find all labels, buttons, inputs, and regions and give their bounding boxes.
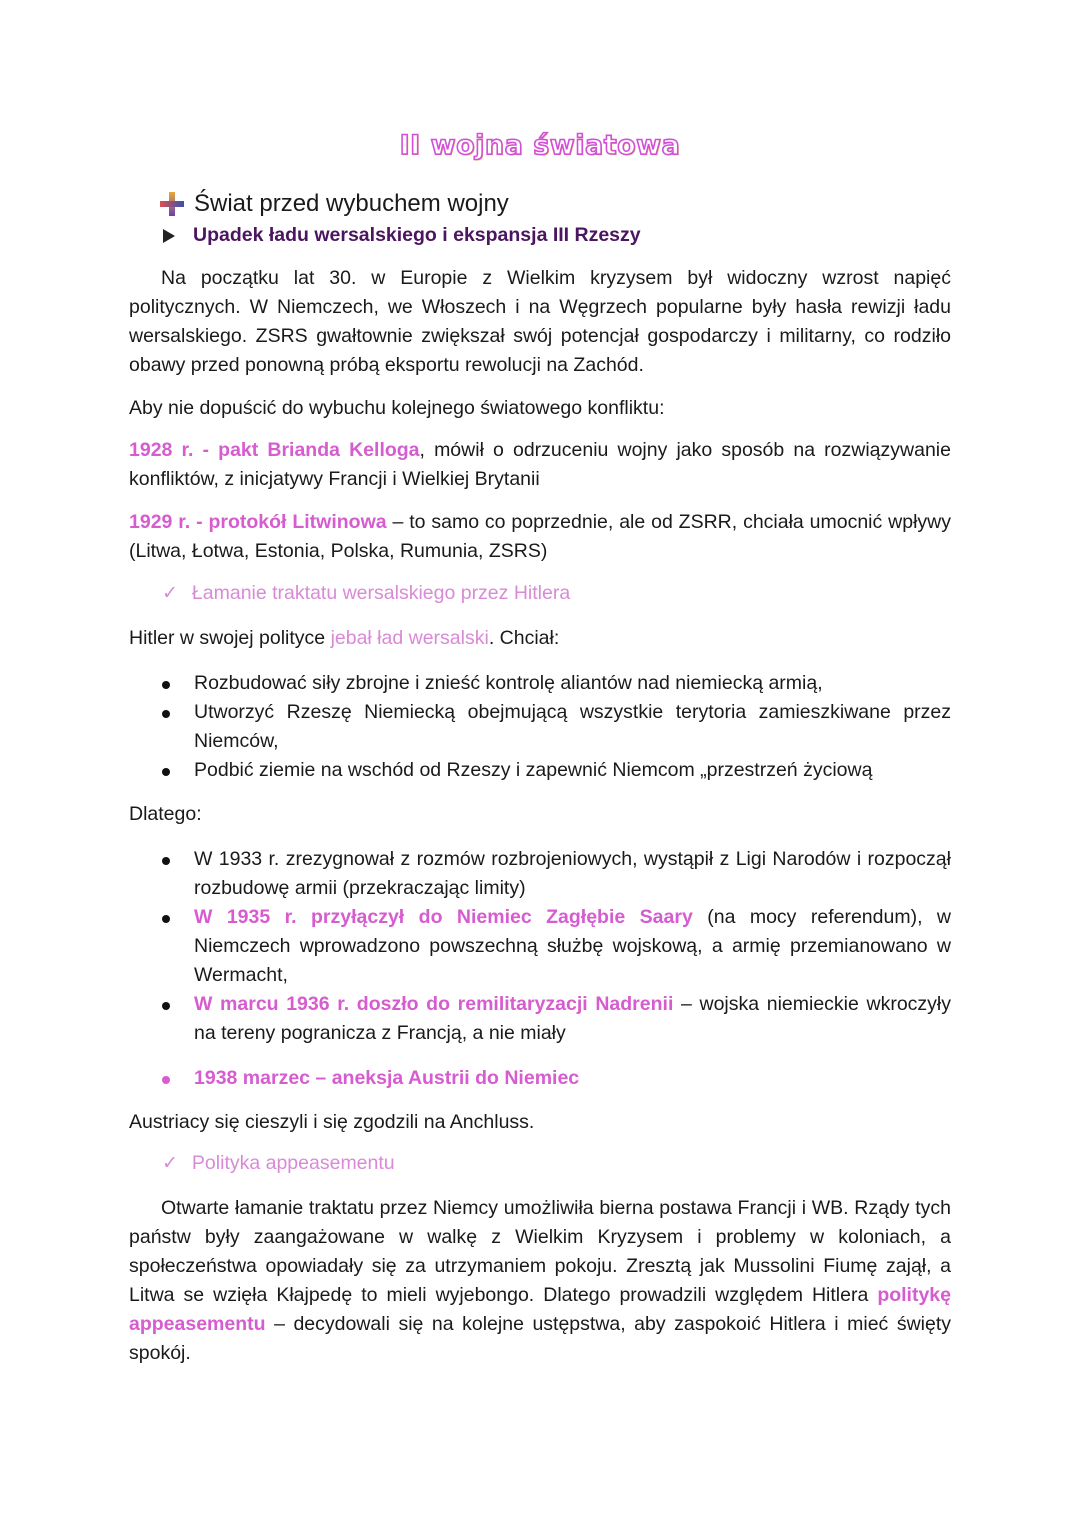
list-item (160, 698, 951, 756)
arrow-bullet-icon (163, 229, 175, 243)
actions-list (160, 845, 951, 1048)
paragraph-prevention: Aby nie dopuścić do wybuchu kolejnego światowego konfliktu: (129, 397, 665, 419)
checkmark-icon: ✓ (162, 1153, 178, 1174)
section-heading (160, 190, 509, 218)
check-heading-versailles-text: Łamanie traktatu wersalskiego przez Hitlera (191, 582, 571, 604)
list-item (160, 903, 951, 990)
kellogg-text: , mówił o odrzuceniu wojny jako sposób na rozwiązywanie konfliktów, z inicjatywy Francji i Wielkiej Brytanii (129, 439, 951, 490)
paragraph-kellogg (129, 436, 951, 494)
list-item (160, 1064, 951, 1093)
appeasement-highlight: politykę appeasementu (129, 1284, 951, 1335)
paragraph-intro: Na początku lat 30. w Europie z Wielkim kryzysem był widoczny wzrost napięć politycznych. W Niemczech, we Włoszech i na Węgrzech popularne były hasła rewizji ładu wersalskiego. ZSRS gwałtownie zwiększał swój potencjał gospodarczy i militarny, co rodziło obawy przed ponowną próbą eksportu rewolucji na Zachód. (129, 267, 951, 376)
litwinow-text: – to samo co poprzednie, ale od ZSRR, chciała umocnić wpływy (Litwa, Łotwa, Estonia, Polska, Rumunia, ZSRS) (129, 511, 951, 562)
hitler-text-b: . Chciał: (488, 627, 560, 649)
list-item-text: Rozbudować siły zbrojne i znieść kontrolę aliantów nad niemiecką armią, (194, 672, 823, 694)
check-heading-appeasement (162, 1152, 395, 1175)
anschluss-highlight: 1938 marzec – aneksja Austrii do Niemiec (194, 1067, 580, 1089)
bullet-icon (162, 710, 170, 718)
list-item (160, 990, 951, 1048)
kellogg-highlight: 1928 r. - pakt Brianda Kelloga (129, 439, 420, 461)
check-heading-appeasement-text: Polityka appeasementu (191, 1152, 395, 1174)
list-item-text: W 1933 r. zrezygnował z rozmów rozbrojeniowych, wystąpił z Ligi Narodów i rozpoczął rozbudowę armii (przekraczając limity) (194, 848, 951, 899)
list-item-text: Podbić ziemie na wschód od Rzeszy i zapewnić Niemcom „przestrzeń życiową (194, 759, 873, 781)
anschluss-list (160, 1064, 951, 1093)
appeasement-text-a: Otwarte łamanie traktatu przez Niemcy umożliwiła bierna postawa Francji i WB. Rządy tych państw były zaangażowane w walkę z Wielkim Kryzysem i problemy w koloniach, a społeczeństwa opowiadały się za utrzymaniem pokoju. Zresztą jak Mussolini Fiumę zajął, a Litwa se wzięła Kłajpedę to mieli wyjebongo. Dlatego prowadzili względem Hitlera (129, 1197, 951, 1306)
bullet-icon (162, 915, 170, 923)
paragraph-litwinow (129, 508, 951, 566)
section-heading-text: Świat przed wybuchem wojny (194, 190, 509, 217)
bullet-icon (162, 1002, 170, 1010)
list-item (160, 756, 951, 785)
paragraph-hitler (129, 624, 951, 653)
subsection-heading (163, 224, 641, 247)
bullet-icon (162, 857, 170, 865)
list-item-text: Utworzyć Rzeszę Niemiecką obejmującą wszystkie terytoria zamieszkiwane przez Niemców, (194, 701, 951, 752)
saar-highlight: W 1935 r. przyłączył do Niemiec Zagłębie Saary (194, 906, 693, 928)
list-item-text: – wojska niemieckie wkroczyły na tereny pogranicza z Francją, a nie miały (194, 993, 951, 1044)
checkmark-icon: ✓ (162, 583, 178, 604)
litwinow-highlight: 1929 r. - protokół Litwinowa (129, 511, 387, 533)
check-heading-versailles (162, 582, 570, 605)
bullet-icon (162, 681, 170, 689)
subsection-heading-text: Upadek ładu wersalskiego i ekspansja III Rzeszy (193, 224, 641, 246)
rhineland-highlight: W marcu 1936 r. doszło do remilitaryzacji Nadrenii (194, 993, 674, 1015)
list-item (160, 845, 951, 903)
paragraph-austrians: Austriacy się cieszyli i się zgodzili na Anchluss. (129, 1111, 535, 1133)
appeasement-text-b: – decydowali się na kolejne ustępstwa, aby zaspokoić Hitlera i mieć święty spokój. (129, 1313, 951, 1364)
paragraph-appeasement (129, 1194, 951, 1368)
cross-bullet-icon (160, 192, 184, 216)
paragraph-therefore: Dlatego: (129, 803, 202, 825)
list-item-text: (na mocy referendum), w Niemczech wprowadzono powszechną służbę wojskową, a armię przemianowano w Wermacht, (194, 906, 952, 986)
page-title: II wojna światowa (399, 130, 681, 161)
hitler-text-a: Hitler w swojej polityce (129, 627, 331, 649)
bullet-icon (162, 1076, 170, 1084)
list-item (160, 669, 951, 698)
bullet-icon (162, 768, 170, 776)
goals-list (160, 669, 951, 785)
hitler-highlight: jebał ład wersalski (330, 627, 489, 649)
